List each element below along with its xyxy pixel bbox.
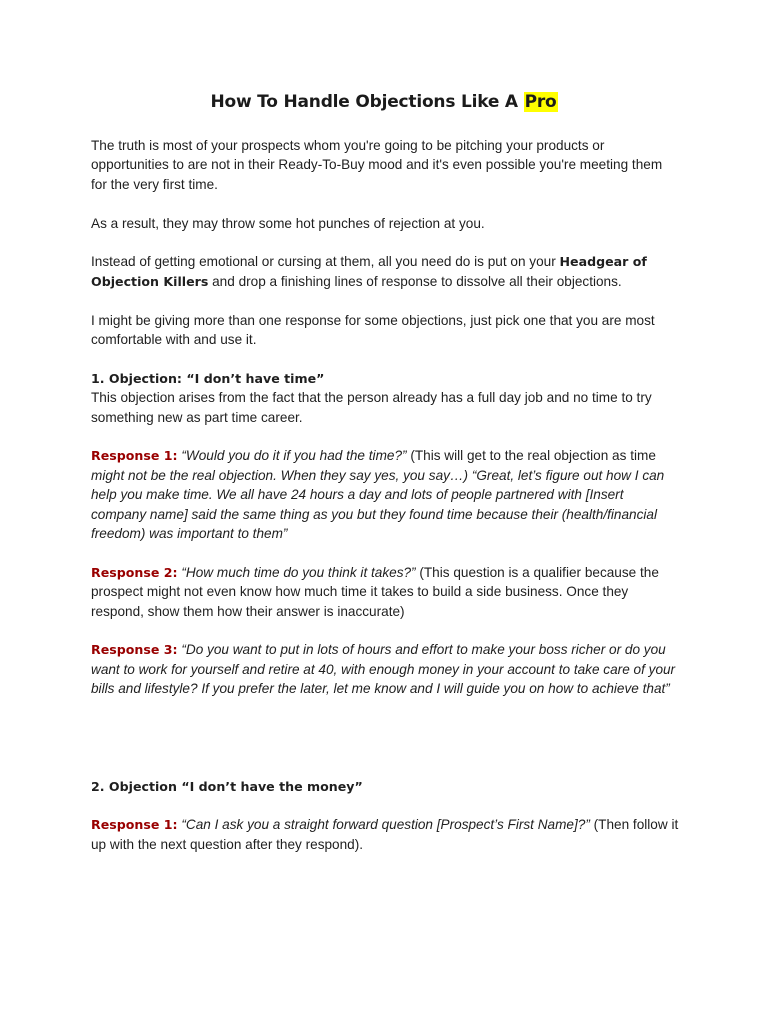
section-1-response-1	[91, 446, 681, 543]
section-2-response-1	[91, 815, 681, 854]
section-1-response-3	[91, 640, 681, 698]
response-note-italic: might not be the real objection. When they say yes, you say…) “Great, let’s figure out how I can help you make time. We all have 24 hours a day and lots of people partnered with [Insert company name] said the same thing as you but they found time because their (health/financial freedom) was important to them”	[91, 467, 665, 542]
section-1-description: This objection arises from the fact that the person already has a full day job and no time to try something new as part time career.	[91, 390, 652, 425]
title-highlight: Pro	[524, 92, 557, 112]
intro-paragraph-3	[91, 252, 681, 291]
response-note: (This will get to the real objection as time	[406, 448, 656, 464]
document-body	[91, 136, 681, 854]
intro-p3-text-before: Instead of getting emotional or cursing at them, all you need do is put on your	[91, 254, 560, 270]
response-label: Response 1:	[91, 448, 178, 464]
section-1-heading: 1. Objection: “I don’t have time”	[91, 370, 325, 386]
response-quote: “How much time do you think it takes?”	[177, 564, 416, 580]
intro-p3-text-after: and drop a finishing lines of response to dissolve all their objections.	[208, 273, 622, 289]
section-2-heading: 2. Objection “I don’t have the money”	[91, 778, 363, 794]
document-title	[0, 92, 768, 112]
response-note: (This question is a qualifier because the prospect might not even know how much time it takes to build a side business. Once they respond, show them how their answer is inaccurate)	[91, 564, 659, 619]
intro-paragraph-1: The truth is most of your prospects whom you're going to be pitching your products or opportunities to are not in their Ready-To-Buy mood and it's even possible you're meeting them for the very first time.	[91, 138, 663, 192]
response-quote: “Would you do it if you had the time?”	[177, 448, 407, 464]
response-label: Response 2:	[91, 564, 178, 580]
title-text: How To Handle Objections Like A	[210, 92, 524, 112]
headgear-bold-text: Headgear of Objection Killers	[91, 254, 647, 289]
response-quote: “Can I ask you a straight forward question [Prospect’s First Name]?”	[177, 817, 590, 833]
response-label: Response 3:	[91, 642, 178, 658]
response-note: (Then follow it up with the next question after they respond).	[91, 817, 679, 852]
intro-paragraph-2: As a result, they may throw some hot punches of rejection at you.	[91, 215, 485, 231]
response-quote: “Do you want to put in lots of hours and effort to make your boss richer or do you want to work for yourself and retire at 40, with enough money in your account to take care of your bills and lifestyle? If you prefer the later, let me know and I will guide you on how to achieve that”	[91, 642, 676, 697]
intro-paragraph-4: I might be giving more than one response for some objections, just pick one that you are most comfortable with and use it.	[91, 312, 655, 348]
response-label: Response 1:	[91, 817, 178, 833]
section-1-response-2	[91, 563, 681, 621]
